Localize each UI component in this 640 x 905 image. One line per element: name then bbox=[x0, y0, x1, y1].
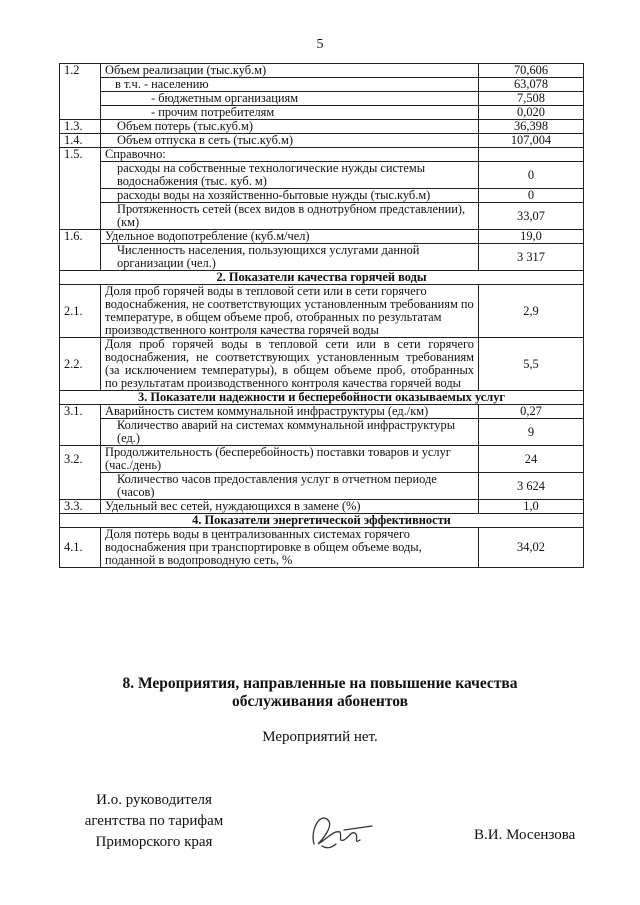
page-number: 5 bbox=[316, 37, 324, 52]
indicators-table bbox=[59, 63, 584, 568]
table-row bbox=[60, 528, 584, 568]
table-row bbox=[60, 134, 584, 148]
indicator-label: расходы на собственные технологические нужды системы водоснабжения (тыс. куб. м) bbox=[101, 162, 479, 189]
table-section-row bbox=[60, 514, 584, 528]
indicator-label: Протяженность сетей (всех видов в однотрубном представлении), (км) bbox=[101, 203, 479, 230]
indicator-value: 36,398 bbox=[479, 120, 584, 134]
indicator-value: 24 bbox=[479, 446, 584, 473]
row-number: 3.1. bbox=[60, 405, 101, 419]
indicator-value: 0,27 bbox=[479, 405, 584, 419]
table-section-row bbox=[60, 271, 584, 285]
indicator-label: Численность населения, пользующихся услугами данной организации (чел.) bbox=[101, 244, 479, 271]
row-number bbox=[60, 78, 101, 92]
indicator-value: 1,0 bbox=[479, 500, 584, 514]
table-section-row bbox=[60, 391, 584, 405]
section-title: 4. Показатели энергетической эффективности bbox=[60, 514, 584, 528]
row-number: 3.3. bbox=[60, 500, 101, 514]
indicator-value: 34,02 bbox=[479, 528, 584, 568]
indicator-value: 7,508 bbox=[479, 92, 584, 106]
indicator-value: 107,004 bbox=[479, 134, 584, 148]
table-row bbox=[60, 473, 584, 500]
indicator-label: Аварийность систем коммунальной инфраструктуры (ед./км) bbox=[101, 405, 479, 419]
indicator-label: Доля потерь воды в централизованных системах горячего водоснабжения при транспортировке в общем объеме воды, поданной в водопроводную сеть, % bbox=[101, 528, 479, 568]
handwritten-signature bbox=[300, 800, 380, 860]
row-number: 1.6. bbox=[60, 230, 101, 244]
table-row bbox=[60, 78, 584, 92]
signer-position-line-2: агентства по тарифам bbox=[84, 813, 224, 829]
row-number bbox=[60, 189, 101, 203]
table-row bbox=[60, 405, 584, 419]
table-row bbox=[60, 203, 584, 230]
table-row bbox=[60, 446, 584, 473]
indicator-label: Продолжительность (бесперебойность) поставки товаров и услуг (час./день) bbox=[101, 446, 479, 473]
indicator-label: Объем реализации (тыс.куб.м) bbox=[101, 64, 479, 78]
signer-position-line-1: И.о. руководителя bbox=[96, 792, 212, 808]
table-row bbox=[60, 189, 584, 203]
row-number: 1.5. bbox=[60, 148, 101, 162]
row-number bbox=[60, 106, 101, 120]
signer-position-line-3: Приморского края bbox=[95, 834, 213, 850]
indicator-label: Объем потерь (тыс.куб.м) bbox=[101, 120, 479, 134]
indicator-label: - бюджетным организациям bbox=[101, 92, 479, 106]
indicator-value: 3 317 bbox=[479, 244, 584, 271]
indicator-label: - прочим потребителям bbox=[101, 106, 479, 120]
row-number: 1.4. bbox=[60, 134, 101, 148]
indicator-value: 0 bbox=[479, 162, 584, 189]
indicator-label: Количество часов предоставления услуг в отчетном периоде (часов) bbox=[101, 473, 479, 500]
table-row bbox=[60, 64, 584, 78]
table-row bbox=[60, 230, 584, 244]
section-title: 2. Показатели качества горячей воды bbox=[60, 271, 584, 285]
row-number: 1.2 bbox=[60, 64, 101, 78]
indicator-value: 0 bbox=[479, 189, 584, 203]
table-row bbox=[60, 148, 584, 162]
section-heading bbox=[0, 675, 640, 711]
section-heading-line-2: обслуживания абонентов bbox=[232, 693, 408, 710]
indicator-value: 3 624 bbox=[479, 473, 584, 500]
table-row bbox=[60, 92, 584, 106]
row-number bbox=[60, 203, 101, 230]
indicator-value: 5,5 bbox=[479, 338, 584, 391]
section-heading-line-1: 8. Мероприятия, направленные на повышение качества bbox=[122, 675, 518, 692]
section-title: 3. Показатели надежности и бесперебойности оказываемых услуг bbox=[60, 391, 584, 405]
indicator-value: 63,078 bbox=[479, 78, 584, 92]
table-row bbox=[60, 285, 584, 338]
row-number bbox=[60, 92, 101, 106]
indicator-value: 33,07 bbox=[479, 203, 584, 230]
indicator-label: Удельное водопотребление (куб.м/чел) bbox=[101, 230, 479, 244]
indicator-label: Количество аварий на системах коммунальной инфраструктуры (ед.) bbox=[101, 419, 479, 446]
row-number: 1.3. bbox=[60, 120, 101, 134]
indicator-label: в т.ч. - населению bbox=[101, 78, 479, 92]
table-row bbox=[60, 419, 584, 446]
table-row bbox=[60, 162, 584, 189]
row-number: 2.1. bbox=[60, 285, 101, 338]
indicator-value: 70,606 bbox=[479, 64, 584, 78]
indicator-label: Справочно: bbox=[101, 148, 479, 162]
indicators-table-body bbox=[60, 64, 584, 568]
table-row bbox=[60, 338, 584, 391]
indicator-value: 19,0 bbox=[479, 230, 584, 244]
indicator-value: 0,020 bbox=[479, 106, 584, 120]
indicator-label: расходы воды на хозяйственно-бытовые нужды (тыс.куб.м) bbox=[101, 189, 479, 203]
table-row bbox=[60, 244, 584, 271]
indicator-label: Объем отпуска в сеть (тыс.куб.м) bbox=[101, 134, 479, 148]
indicator-value: 9 bbox=[479, 419, 584, 446]
indicator-label: Доля проб горячей воды в тепловой сети или в сети горячего водоснабжения, не соответствующих установленным требованиям (за исключением температуры), в общем объеме проб, отобранных по результатам производственного контроля качества горячей воды bbox=[101, 338, 479, 391]
table-row bbox=[60, 120, 584, 134]
signer-position bbox=[64, 790, 244, 853]
indicator-value: 2,9 bbox=[479, 285, 584, 338]
row-number bbox=[60, 473, 101, 500]
table-row bbox=[60, 106, 584, 120]
table-row bbox=[60, 500, 584, 514]
signer-name: В.И. Мосензова bbox=[474, 827, 576, 843]
no-measures-note: Мероприятий нет. bbox=[262, 729, 378, 745]
indicator-label: Удельный вес сетей, нуждающихся в замене (%) bbox=[101, 500, 479, 514]
indicator-label: Доля проб горячей воды в тепловой сети или в сети горячего водоснабжения, не соответствующих установленным требованиям по температуре, в общем объеме проб, отобранных по результатам производственного контроля качества горячей воды bbox=[101, 285, 479, 338]
indicator-value bbox=[479, 148, 584, 162]
row-number: 2.2. bbox=[60, 338, 101, 391]
row-number: 4.1. bbox=[60, 528, 101, 568]
row-number bbox=[60, 419, 101, 446]
row-number: 3.2. bbox=[60, 446, 101, 473]
row-number bbox=[60, 244, 101, 271]
row-number bbox=[60, 162, 101, 189]
